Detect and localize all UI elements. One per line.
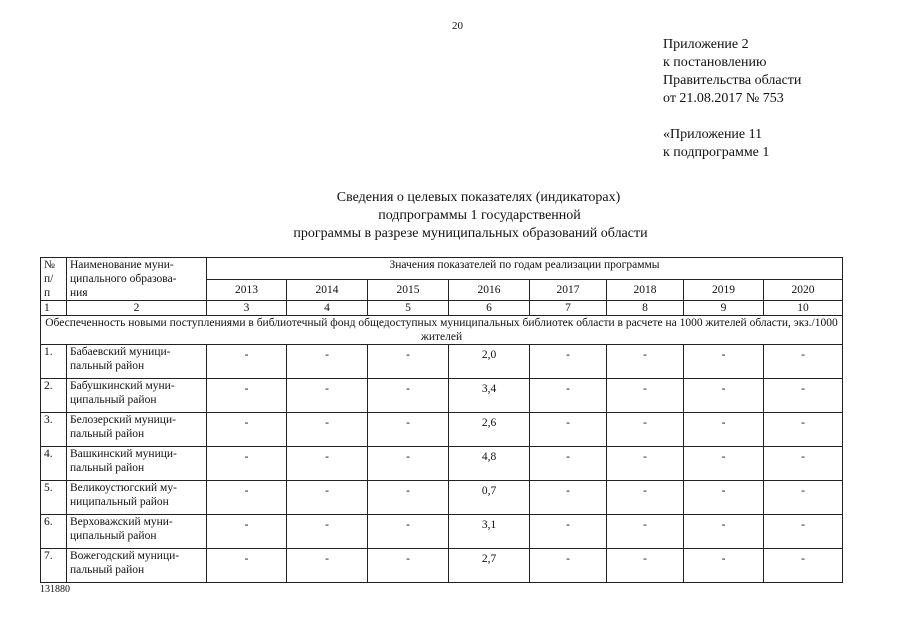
row-number: 1. bbox=[41, 345, 67, 379]
header-row-number: № п/ п bbox=[41, 258, 67, 301]
value-cell: - bbox=[607, 447, 684, 481]
value-cell: - bbox=[287, 345, 368, 379]
appendix-line: Приложение 2 bbox=[663, 37, 749, 52]
column-index-cell: 8 bbox=[607, 301, 684, 316]
value-cell: - bbox=[207, 379, 287, 413]
appendix-line: к постановлению bbox=[663, 55, 767, 70]
value-cell: - bbox=[764, 447, 843, 481]
header-year: 2016 bbox=[449, 279, 530, 301]
municipality-name: Вожегодский муници- пальный район bbox=[67, 549, 207, 583]
column-index-cell: 6 bbox=[449, 301, 530, 316]
value-cell: - bbox=[684, 413, 764, 447]
value-cell: - bbox=[607, 549, 684, 583]
value-cell: - bbox=[287, 515, 368, 549]
value-cell: - bbox=[207, 515, 287, 549]
appendix2-line: «Приложение 11 bbox=[663, 127, 763, 142]
value-cell: - bbox=[368, 413, 449, 447]
column-index-row bbox=[41, 301, 843, 316]
value-cell: - bbox=[530, 345, 607, 379]
row-number: 7. bbox=[41, 549, 67, 583]
value-cell: - bbox=[368, 549, 449, 583]
header-year: 2017 bbox=[530, 279, 607, 301]
value-cell: - bbox=[207, 481, 287, 515]
municipality-name: Белозерский муници- пальный район bbox=[67, 413, 207, 447]
value-cell: - bbox=[368, 481, 449, 515]
table-row bbox=[41, 481, 843, 515]
table-row bbox=[41, 345, 843, 379]
column-index-cell: 1 bbox=[41, 301, 67, 316]
row-number: 6. bbox=[41, 515, 67, 549]
value-cell: 4,8 bbox=[449, 447, 530, 481]
column-index-cell: 9 bbox=[684, 301, 764, 316]
value-cell: - bbox=[684, 345, 764, 379]
header-year: 2015 bbox=[368, 279, 449, 301]
column-index-cell: 5 bbox=[368, 301, 449, 316]
header-municipality-name: Наименование муни- ципального образова- ния bbox=[67, 258, 207, 301]
value-cell: - bbox=[368, 379, 449, 413]
value-cell: - bbox=[607, 345, 684, 379]
row-number: 4. bbox=[41, 447, 67, 481]
appendix-line: от 21.08.2017 № 753 bbox=[663, 91, 784, 106]
header-year: 2020 bbox=[764, 279, 843, 301]
value-cell: - bbox=[287, 413, 368, 447]
value-cell: - bbox=[684, 379, 764, 413]
value-cell: - bbox=[287, 481, 368, 515]
value-cell: - bbox=[764, 481, 843, 515]
table-row bbox=[41, 515, 843, 549]
value-cell: - bbox=[607, 481, 684, 515]
value-cell: - bbox=[368, 345, 449, 379]
row-number: 5. bbox=[41, 481, 67, 515]
value-cell: - bbox=[684, 515, 764, 549]
table-row bbox=[41, 379, 843, 413]
header-year: 2014 bbox=[287, 279, 368, 301]
column-index-cell: 2 bbox=[67, 301, 207, 316]
table-row bbox=[41, 447, 843, 481]
value-cell: 3,4 bbox=[449, 379, 530, 413]
appendix2-line: к подпрограмме 1 bbox=[663, 145, 770, 160]
value-cell: - bbox=[764, 515, 843, 549]
row-number: 3. bbox=[41, 413, 67, 447]
value-cell: - bbox=[207, 413, 287, 447]
value-cell: 2,0 bbox=[449, 345, 530, 379]
title-line: программы в разрезе муниципальных образований области bbox=[293, 226, 648, 241]
title-line: Сведения о целевых показателях (индикаторах) bbox=[336, 190, 621, 205]
indicators-table bbox=[40, 257, 843, 583]
column-index-cell: 10 bbox=[764, 301, 843, 316]
header-year: 2013 bbox=[207, 279, 287, 301]
section-row bbox=[41, 316, 843, 345]
table-row bbox=[41, 413, 843, 447]
value-cell: - bbox=[207, 447, 287, 481]
value-cell: - bbox=[287, 549, 368, 583]
value-cell: - bbox=[287, 379, 368, 413]
value-cell: - bbox=[530, 379, 607, 413]
value-cell: - bbox=[530, 549, 607, 583]
header-year: 2018 bbox=[607, 279, 684, 301]
value-cell: - bbox=[764, 345, 843, 379]
appendix-block bbox=[663, 36, 801, 108]
page-number: 20 bbox=[452, 20, 463, 32]
value-cell: - bbox=[530, 413, 607, 447]
value-cell: - bbox=[764, 549, 843, 583]
municipality-name: Верховажский муни- ципальный район bbox=[67, 515, 207, 549]
value-cell: - bbox=[607, 379, 684, 413]
value-cell: 2,6 bbox=[449, 413, 530, 447]
value-cell: 3,1 bbox=[449, 515, 530, 549]
appendix-line: Правительства области bbox=[663, 73, 802, 88]
header-year: 2019 bbox=[684, 279, 764, 301]
footer-code: 131880 bbox=[40, 584, 70, 595]
value-cell: - bbox=[764, 379, 843, 413]
row-number: 2. bbox=[41, 379, 67, 413]
header-years-group: Значения показателей по годам реализации программы bbox=[207, 258, 843, 280]
value-cell: - bbox=[607, 515, 684, 549]
appendix2-block bbox=[663, 126, 769, 162]
value-cell: - bbox=[764, 413, 843, 447]
municipality-name: Великоустюгский му- ниципальный район bbox=[67, 481, 207, 515]
value-cell: - bbox=[287, 447, 368, 481]
value-cell: - bbox=[368, 515, 449, 549]
value-cell: - bbox=[530, 481, 607, 515]
value-cell: - bbox=[530, 447, 607, 481]
value-cell: - bbox=[207, 345, 287, 379]
value-cell: 2,7 bbox=[449, 549, 530, 583]
value-cell: - bbox=[207, 549, 287, 583]
municipality-name: Бабаевский муници- пальный район bbox=[67, 345, 207, 379]
value-cell: - bbox=[684, 549, 764, 583]
value-cell: 0,7 bbox=[449, 481, 530, 515]
title-line: подпрограммы 1 государственной bbox=[378, 208, 581, 223]
value-cell: - bbox=[368, 447, 449, 481]
column-index-cell: 3 bbox=[207, 301, 287, 316]
column-index-cell: 4 bbox=[287, 301, 368, 316]
document-title bbox=[0, 189, 905, 243]
column-index-cell: 7 bbox=[530, 301, 607, 316]
municipality-name: Вашкинский муници- пальный район bbox=[67, 447, 207, 481]
municipality-name: Бабушкинский муни- ципальный район bbox=[67, 379, 207, 413]
table-row bbox=[41, 549, 843, 583]
value-cell: - bbox=[607, 413, 684, 447]
value-cell: - bbox=[684, 447, 764, 481]
value-cell: - bbox=[684, 481, 764, 515]
section-title: Обеспеченность новыми поступлениями в библиотечный фонд общедоступных муниципальных библиотек области в расчете на 1000 жителей области, экз./1000 жителей bbox=[41, 316, 843, 345]
value-cell: - bbox=[530, 515, 607, 549]
